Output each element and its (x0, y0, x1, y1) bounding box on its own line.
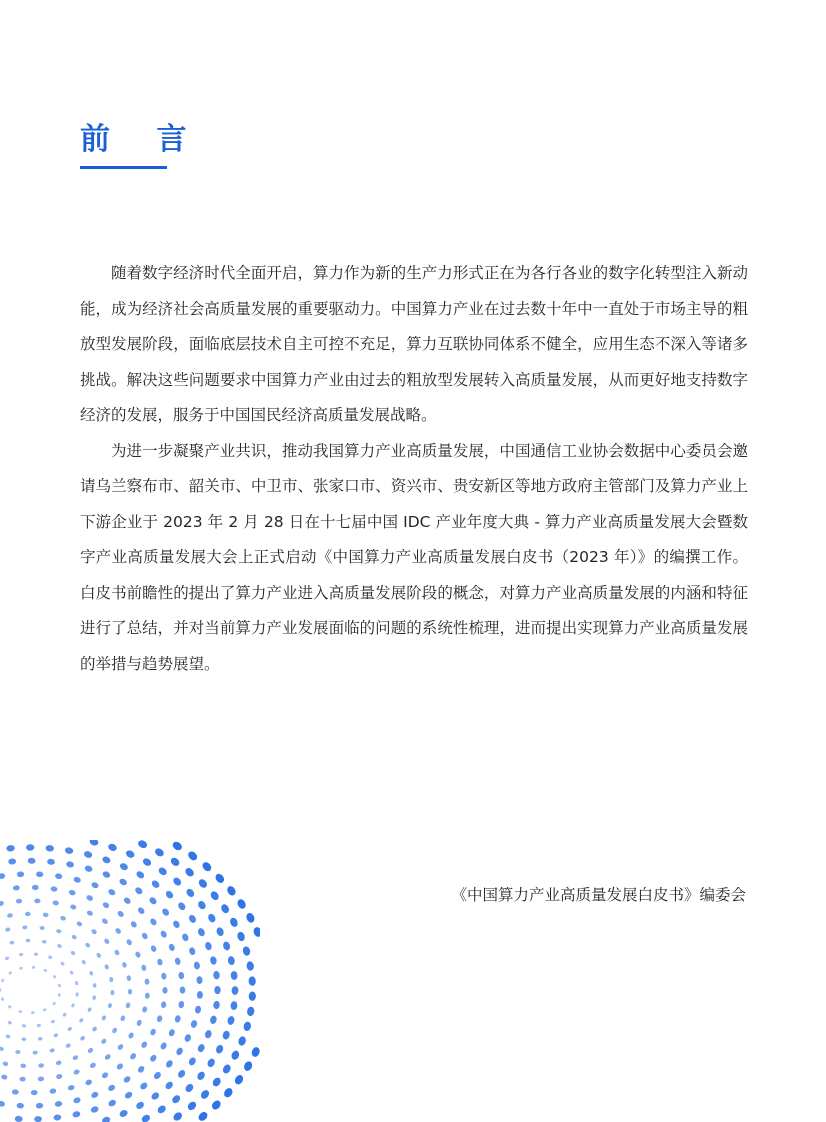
swirl-dot (89, 970, 94, 976)
swirl-dot (89, 1062, 97, 1069)
swirl-dot (206, 1057, 216, 1068)
swirl-dot (156, 1015, 163, 1023)
swirl-dot (174, 1015, 181, 1023)
swirl-dot (86, 894, 94, 902)
swirl-dot (230, 971, 238, 980)
swirl-dot (194, 1005, 201, 1014)
swirl-dot (89, 840, 100, 847)
swirl-dot (135, 870, 145, 880)
swirl-dot (156, 958, 163, 966)
swirl-dot (127, 1032, 134, 1040)
swirl-dot (101, 1015, 107, 1021)
swirl-dot (56, 1073, 63, 1079)
swirl-dot (245, 912, 256, 924)
swirl-dot (32, 1050, 37, 1054)
swirl-dot (123, 1075, 132, 1084)
swirl-dot (43, 968, 48, 972)
swirl-dot (236, 898, 247, 910)
swirl-dot (164, 1080, 174, 1090)
swirl-dot (22, 1024, 27, 1028)
swirl-dot (91, 881, 100, 889)
swirl-dot (165, 1059, 174, 1069)
swirl-dot (130, 920, 138, 929)
swirl-dot (52, 1001, 56, 1006)
swirl-dot (149, 1028, 157, 1036)
swirl-dot (19, 1077, 26, 1082)
swirl-dot (134, 886, 144, 896)
swirl-dot (73, 876, 82, 884)
swirl-dot (172, 876, 183, 887)
swirl-dot (70, 950, 76, 956)
swirl-dot (15, 1050, 21, 1055)
swirl-dot (71, 1003, 76, 1008)
swirl-dot (90, 928, 97, 935)
swirl-dot (32, 885, 39, 890)
swirl-dot (188, 947, 196, 956)
swirl-dot (120, 1015, 126, 1022)
swirl-dot (87, 1047, 94, 1054)
swirl-dot (136, 1019, 143, 1027)
swirl-dot (79, 1035, 86, 1041)
swirl-dot (36, 871, 44, 877)
swirl-dot (149, 1054, 158, 1063)
swirl-dot (31, 1090, 38, 1095)
swirl-dot (230, 1001, 238, 1010)
swirl-dot (126, 938, 133, 946)
swirl-dot (5, 956, 10, 961)
swirl-dot (110, 990, 114, 995)
swirl-dot (220, 903, 231, 915)
swirl-dot (207, 913, 217, 924)
swirl-dot (114, 949, 121, 956)
swirl-dot (16, 1103, 24, 1109)
swirl-dot (172, 919, 181, 929)
swirl-dot (107, 843, 118, 853)
swirl-dot (92, 995, 96, 1000)
swirl-dot (83, 850, 93, 859)
swirl-dot (247, 1006, 255, 1016)
swirl-dot (39, 926, 45, 931)
swirl-dot (215, 1044, 225, 1055)
swirl-dot (7, 913, 13, 918)
swirl-dot (109, 977, 114, 983)
swirl-dot (53, 1033, 59, 1038)
swirl-dot (178, 972, 184, 980)
swirl-dot (6, 845, 15, 852)
swirl-dot (180, 986, 186, 993)
swirl-dot (48, 955, 53, 960)
swirl-dot (64, 847, 73, 855)
swirl-dot (70, 904, 78, 911)
swirl-dot (197, 878, 208, 890)
swirl-dot (86, 910, 94, 917)
swirl-dot (193, 961, 200, 970)
swirl-dot (161, 972, 167, 979)
swirl-dot (75, 992, 79, 997)
swirl-dot (49, 1048, 55, 1053)
swirl-dot (139, 1081, 149, 1091)
swirl-dot (36, 1103, 44, 1109)
swirl-dot (156, 1104, 167, 1115)
swirl-dot (19, 953, 24, 957)
swirl-dot (169, 856, 181, 868)
swirl-dot (153, 1071, 163, 1081)
swirl-dot (76, 921, 83, 928)
swirl-dot (153, 847, 165, 858)
swirl-dot (140, 1040, 148, 1048)
swirl-dot (227, 956, 235, 966)
swirl-dot (249, 991, 257, 1001)
swirl-dot (8, 971, 13, 976)
swirl-dot (140, 1113, 151, 1122)
swirl-dot (1, 978, 5, 982)
swirl-dot (5, 927, 11, 932)
swirl-dot (107, 1003, 112, 1009)
swirl-dot (90, 1091, 99, 1099)
title-underline (80, 166, 167, 169)
swirl-dot (38, 1063, 44, 1068)
swirl-dot (196, 1070, 207, 1081)
swirl-dot (175, 1047, 184, 1057)
swirl-dot (60, 961, 65, 966)
swirl-dot (137, 1065, 146, 1074)
swirl-dot (26, 939, 31, 943)
swirl-dot (204, 941, 213, 951)
swirl-dot (34, 952, 39, 956)
swirl-dot (58, 983, 61, 987)
swirl-dot (38, 1076, 45, 1081)
swirl-dot (227, 1015, 235, 1025)
swirl-dot (196, 976, 203, 984)
swirl-dot (214, 872, 226, 884)
swirl-dot (237, 1035, 247, 1046)
swirl-dot (101, 1071, 110, 1079)
swirl-dot (67, 1026, 73, 1032)
swirl-dot (81, 959, 87, 965)
swirl-dot (171, 1094, 182, 1105)
swirl-dot (211, 1076, 222, 1088)
swirl-dot (172, 1111, 184, 1122)
swirl-dot (129, 1052, 137, 1061)
swirl-dot (0, 988, 1, 992)
swirl-dot (181, 933, 190, 943)
swirl-dot (101, 1116, 111, 1122)
swirl-dot (0, 997, 4, 1001)
swirl-dot (157, 866, 168, 877)
swirl-dot (5, 1034, 11, 1039)
swirl-dot (236, 931, 246, 942)
swirl-dot (47, 858, 55, 865)
swirl-dot (161, 907, 170, 917)
swirl-dot (117, 1043, 125, 1051)
swirl-dot (119, 862, 129, 872)
swirl-dot (1, 1074, 8, 1080)
swirl-dot (161, 1001, 167, 1008)
swirl-dot (85, 1079, 93, 1087)
swirl-dot (229, 917, 239, 928)
swirl-dot (121, 961, 127, 968)
swirl-dot (197, 1110, 209, 1122)
preface-body (80, 256, 748, 682)
swirl-dot (26, 844, 34, 850)
swirl-dot (149, 917, 158, 926)
swirl-dot (100, 1038, 107, 1045)
swirl-dot (18, 1010, 22, 1014)
swirl-dot (2, 1061, 9, 1067)
swirl-dot (215, 926, 225, 937)
swirl-dot (17, 871, 25, 877)
swirl-dot (201, 860, 213, 872)
swirl-dot (78, 1017, 84, 1023)
swirl-dot (141, 964, 147, 971)
swirl-dot (221, 1063, 232, 1075)
swirl-dot (141, 932, 149, 940)
swirl-dot (114, 927, 122, 935)
swirl-dot (73, 1069, 81, 1076)
swirl-dot (222, 1086, 234, 1098)
swirl-dot (84, 942, 91, 948)
swirl-dot (0, 873, 6, 880)
swirl-dot (233, 1074, 244, 1086)
swirl-dot (7, 1005, 12, 1010)
swirl-dot (213, 971, 220, 980)
swirl-dot (104, 964, 110, 970)
swirl-dot (137, 906, 146, 915)
swirl-dot (12, 1089, 19, 1095)
swirl-dot (56, 928, 62, 934)
swirl-dot (134, 951, 141, 959)
swirl-dot (91, 1026, 97, 1033)
swirl-dot (145, 992, 150, 999)
swirl-dot (150, 879, 160, 889)
swirl-dot (242, 946, 251, 957)
swirl-dot (135, 1100, 145, 1110)
swirl-dot (103, 938, 110, 945)
swirl-dot (54, 1100, 62, 1107)
swirl-dot (65, 1043, 71, 1049)
swirl-dot (209, 1015, 217, 1024)
swirl-dot (141, 857, 152, 868)
swirl-dot (0, 1100, 5, 1107)
swirl-dot (107, 1084, 116, 1093)
swirl-dot (104, 1053, 112, 1061)
swirl-dot (73, 1097, 82, 1105)
page-title: 前 言 (80, 122, 205, 157)
swirl-dot (150, 1091, 160, 1101)
swirl-dot (150, 945, 157, 953)
swirl-dot (171, 840, 183, 852)
swirl-dot (197, 900, 208, 911)
swirl-dot (102, 870, 112, 879)
swirl-dot (13, 885, 20, 891)
swirl-dot (42, 1008, 47, 1012)
swirl-dot (123, 896, 132, 905)
swirl-dot (214, 986, 220, 994)
swirl-dot (252, 926, 260, 938)
swirl-dot (25, 912, 31, 917)
swirl-dot (101, 855, 111, 864)
swirl-dot (116, 910, 125, 918)
swirl-dot (34, 1116, 42, 1122)
swirl-dot (19, 966, 23, 970)
swirl-dot (69, 970, 74, 975)
swirl-dot (125, 849, 136, 859)
swirl-dot (186, 1100, 198, 1112)
swirl-dot (9, 940, 14, 945)
swirl-dot (43, 912, 49, 917)
swirl-dot (67, 1084, 75, 1091)
swirl-dot (84, 865, 93, 873)
swirl-dot (184, 866, 196, 878)
swirl-dot (232, 986, 239, 995)
swirl-dot (159, 1041, 167, 1050)
swirl-dot (210, 1099, 222, 1111)
swirl-dot (226, 885, 238, 897)
swirl-dot (7, 1020, 12, 1025)
swirl-dot (184, 1082, 195, 1093)
swirl-dot (15, 1116, 23, 1122)
swirl-dot (126, 975, 131, 981)
swirl-dot (128, 989, 133, 995)
swirl-dot (8, 858, 16, 865)
swirl-dot (71, 934, 78, 940)
swirl-dot (20, 1063, 26, 1068)
swirl-dot (107, 1099, 117, 1108)
swirl-dot (90, 1105, 99, 1114)
swirl-dot (55, 1060, 62, 1066)
swirl-dot (57, 943, 63, 948)
editorial-committee-signature: 《中国算力产业高质量发展白皮书》编委会 (451, 886, 746, 904)
swirl-dot (118, 1109, 128, 1119)
swirl-dot (184, 1033, 192, 1042)
swirl-dot (75, 981, 79, 986)
paragraph-1: 随着数字经济时代全面开启，算力作为新的生产力形式正在为各行各业的数字化转型注入新动能，成为经济社会高质量发展的重要驱动力。中国算力产业在过去数十年中一直处于市场主导的粗放型发展阶段，面临底层技术自主可控不充足，算力互联协同体系不健全，应用生态不深入等诸多挑战。解决这些问题要求中国算力产业由过去的粗放型发展转入高质量发展，从而更好地支持数字经济的发展，服务于中国国民经济高质量发展战略。 (80, 264, 748, 424)
swirl-dot (159, 930, 167, 939)
swirl-dot (209, 890, 220, 902)
swirl-dot (42, 940, 47, 945)
swirl-dot (102, 901, 111, 909)
swirl-dot (21, 1037, 26, 1041)
swirl-dot (209, 956, 217, 965)
swirl-dot (68, 889, 76, 896)
swirl-dot (62, 1012, 67, 1017)
swirl-dot (168, 943, 176, 952)
swirl-dot (28, 858, 36, 864)
swirl-dot (116, 1062, 125, 1070)
swirl-dot (197, 991, 203, 999)
swirl-dot (162, 987, 167, 994)
swirl-dot (52, 900, 59, 906)
swirl-dot (148, 896, 158, 906)
swirl-dot (124, 1090, 134, 1099)
swirl-dot (177, 901, 187, 911)
swirl-dot (87, 1007, 92, 1013)
swirl-dot (144, 978, 149, 985)
swirl-dot (58, 993, 62, 997)
swirl-dot (164, 889, 174, 899)
swirl-dot (248, 976, 256, 986)
swirl-dot (31, 1011, 35, 1014)
swirl-dot (174, 957, 181, 965)
swirl-dot (49, 1088, 57, 1094)
swirl-dot (197, 1043, 206, 1053)
swirl-dot (32, 966, 36, 969)
swirl-dot (107, 888, 116, 897)
swirl-dot (188, 914, 198, 924)
swirl-dot (250, 1046, 260, 1058)
swirl-dot (246, 961, 254, 971)
swirl-dot (222, 1030, 231, 1040)
swirl-dot (142, 1006, 148, 1013)
swirl-dot (52, 975, 56, 980)
swirl-dot (50, 886, 58, 892)
swirl-dot (22, 925, 27, 929)
swirl-dot (197, 927, 206, 937)
paragraph-2: 为进一步凝聚产业共识，推动我国算力产业高质量发展，中国通信工业协会数据中心委员会邀请乌兰察布市、韶关市、中卫市、张家口市、资兴市、贵安新区等地方政府主管部门及算力产业上下游企业于 2023 年 2 月 28 日在十七届中国 IDC 产业年度大典 - 算力产业高质量发展大会暨数字产业高质量发展大会上正式启动《中国算力产业高质量发展白皮书（2023 年）》的编撰工作。白皮书前瞻性的提出了算力产业进入高质量发展阶段的概念，对算力产业高质量发展的内涵和特征进行了总结，并对当前算力产业发展面临的问题的系统性梳理，进而提出实现算力产业高质量发展的举措与趋势展望。 (80, 441, 748, 673)
swirl-dot (125, 1002, 130, 1008)
swirl-dot (60, 915, 67, 921)
swirl-dot (0, 900, 4, 906)
swirl-dot (230, 1049, 240, 1060)
swirl-dot (177, 1069, 187, 1079)
swirl-dot (137, 840, 149, 850)
swirl-dot (55, 873, 63, 880)
swirl-dot (50, 1019, 55, 1024)
swirl-dot (72, 1110, 81, 1118)
swirl-dot (96, 952, 102, 959)
swirl-dot (243, 1021, 252, 1032)
swirl-dot (204, 1029, 213, 1039)
swirl-dot (16, 898, 23, 903)
swirl-dot (37, 1024, 42, 1028)
swirl-dot (213, 1001, 220, 1010)
swirl-dot (185, 887, 196, 898)
swirl-dot (190, 1019, 198, 1028)
swirl-dot (187, 1056, 197, 1066)
swirl-dot (0, 1046, 4, 1052)
swirl-dot (53, 1114, 62, 1121)
swirl-dot (101, 917, 109, 925)
swirl-dot (178, 1001, 184, 1009)
swirl-dot (168, 1028, 176, 1037)
swirl-dot (72, 1054, 79, 1061)
swirl-dot (34, 898, 41, 903)
swirl-dot (45, 845, 54, 852)
swirl-dot (186, 850, 198, 862)
swirl-dot (199, 1088, 210, 1100)
swirl-dot (66, 861, 75, 869)
swirl-dot (243, 1060, 254, 1072)
dotted-swirl-icon (0, 840, 260, 1122)
swirl-dot (38, 1037, 43, 1041)
swirl-dot (118, 877, 128, 886)
swirl-dot (222, 941, 231, 951)
swirl-dot (111, 1027, 118, 1034)
swirl-dot (93, 983, 97, 988)
